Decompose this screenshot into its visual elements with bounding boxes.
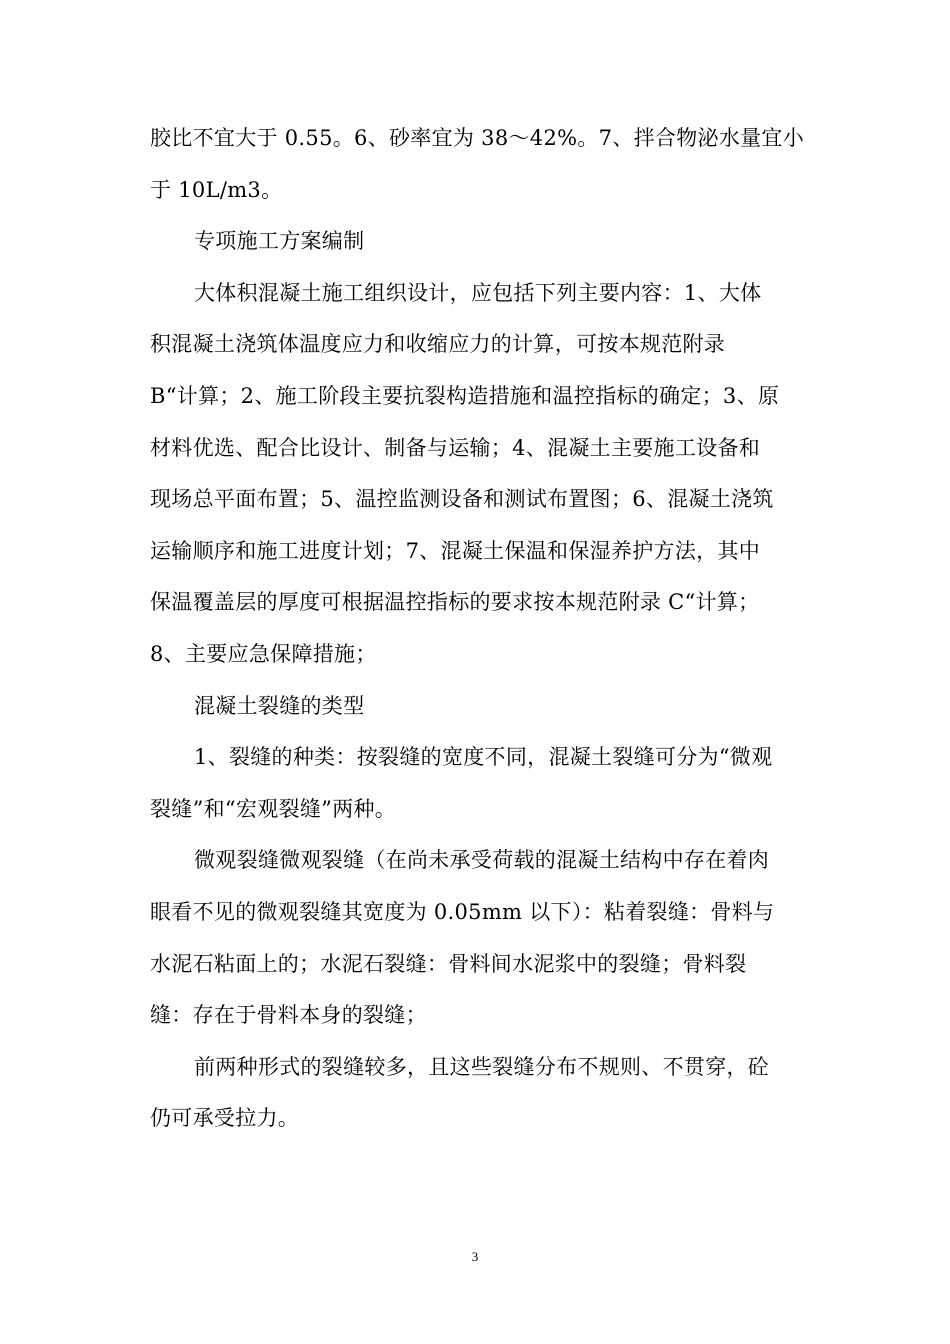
text-line: 现场总平面布置；5、温控监测设备和测试布置图；6、混凝土浇筑 <box>150 487 774 512</box>
text-line: 水泥石粘面上的；水泥石裂缝：骨料间水泥浆中的裂缝；骨料裂 <box>150 951 747 976</box>
text-line: 材料优选、配合比设计、制备与运输；4、混凝土主要施工设备和 <box>150 435 761 460</box>
section-heading: 混凝土裂缝的类型 <box>194 693 365 718</box>
text-line: 8、主要应急保障措施； <box>150 641 377 666</box>
text-line: 裂缝”和“宏观裂缝”两种。 <box>150 796 397 821</box>
text-line: 仍可承受拉力。 <box>150 1106 300 1131</box>
text-line: B“计算；2、施工阶段主要抗裂构造措施和温控指标的确定；3、原 <box>150 383 780 408</box>
page-number: 3 <box>471 1249 479 1264</box>
section-heading: 专项施工方案编制 <box>194 229 365 254</box>
text-line: 1、裂缝的种类：按裂缝的宽度不同，混凝土裂缝可分为“微观 <box>194 745 773 770</box>
text-line: 微观裂缝微观裂缝（在尚未承受荷载的混凝土结构中存在着肉 <box>194 848 770 873</box>
text-line: 大体积混凝土施工组织设计，应包括下列主要内容：1、大体 <box>194 280 762 305</box>
text-line: 缝：存在于骨料本身的裂缝； <box>150 1003 427 1028</box>
text-line: 于 10L/m3。 <box>150 177 283 202</box>
body-text <box>150 113 805 1145</box>
text-line: 胶比不宜大于 0.55。6、砂率宜为 38～42%。7、拌合物泌水量宜小 <box>150 126 805 150</box>
text-line: 保温覆盖层的厚度可根据温控指标的要求按本规范附录 C“计算； <box>150 590 760 615</box>
text-line: 前两种形式的裂缝较多，且这些裂缝分布不规则、不贯穿，砼 <box>194 1054 770 1079</box>
text-line: 积混凝土浇筑体温度应力和收缩应力的计算，可按本规范附录 <box>150 332 726 357</box>
text-line: 运输顺序和施工进度计划；7、混凝土保温和保湿养护方法，其中 <box>150 538 761 563</box>
text-line: 眼看不见的微观裂缝其宽度为 0.05mm 以下）：粘着裂缝：骨料与 <box>150 899 775 924</box>
